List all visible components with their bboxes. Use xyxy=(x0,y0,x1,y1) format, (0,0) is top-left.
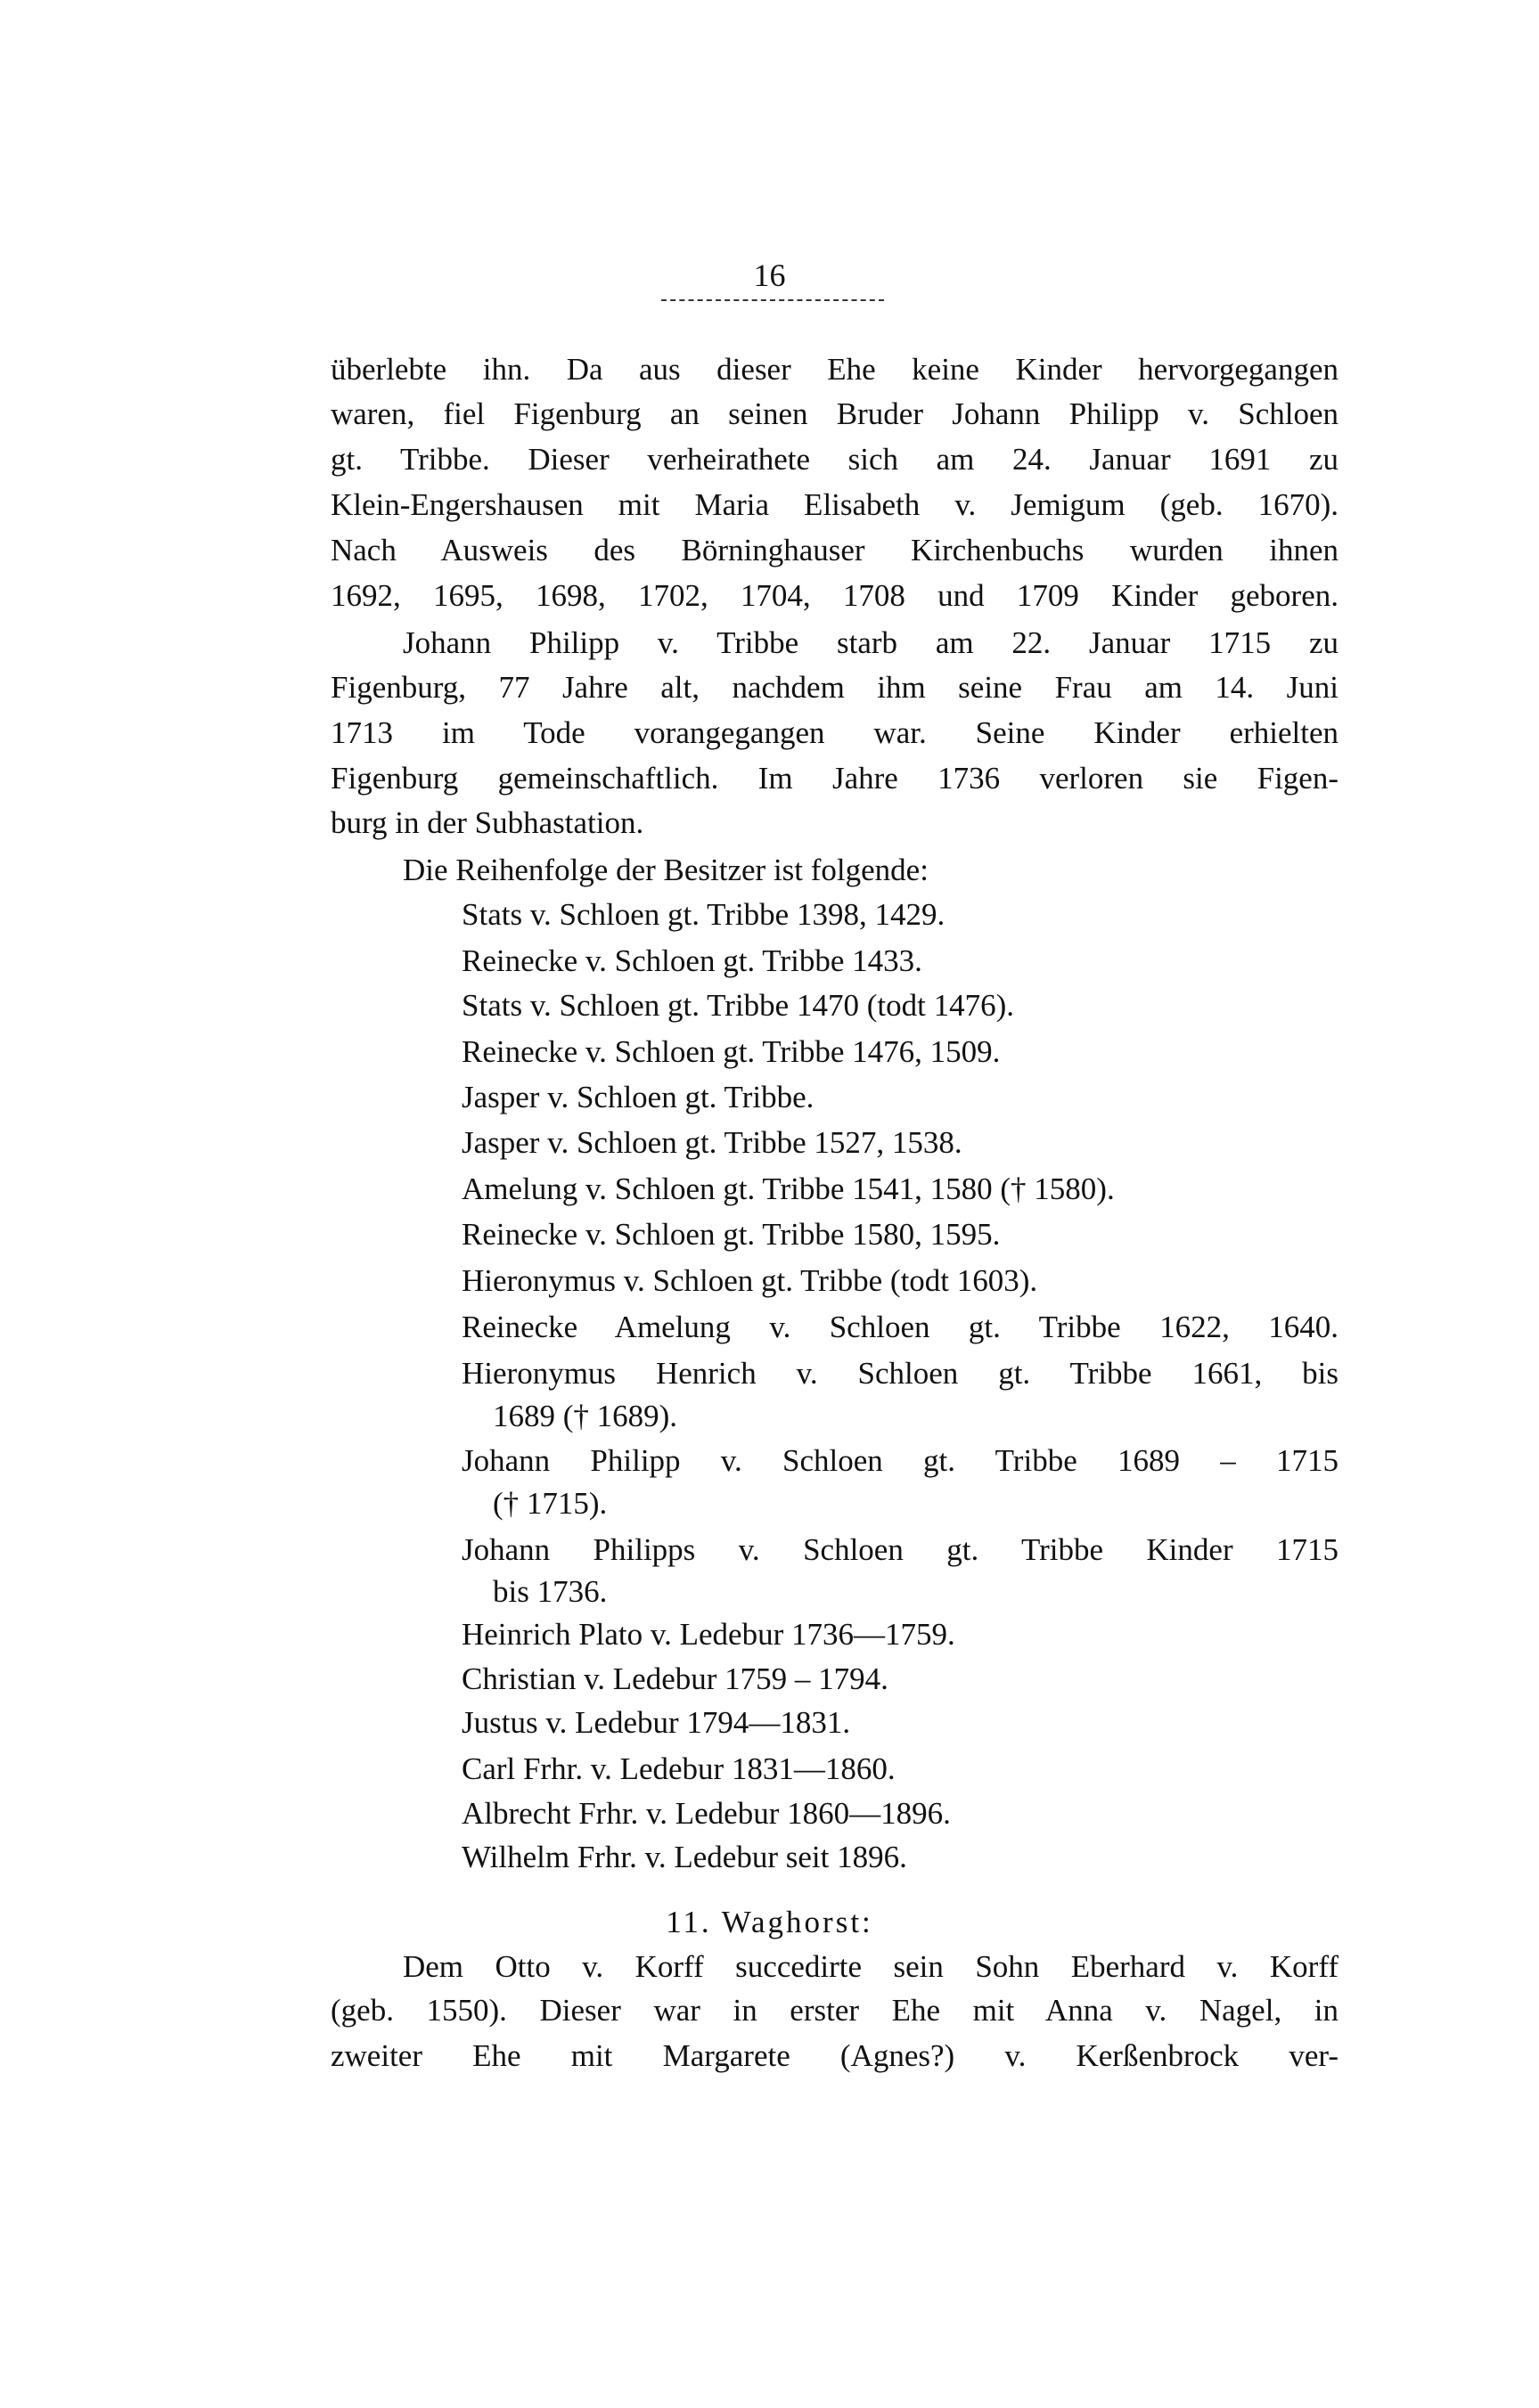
text-line: Johann Philipp v. Tribbe starb am 22. Januar 1715 zu xyxy=(403,625,1338,660)
list-item-line: Hieronymus Henrich v. Schloen gt. Tribbe 1661, bis xyxy=(462,1356,1338,1391)
list-item-line: Albrecht Frhr. v. Ledebur 1860—1896. xyxy=(462,1796,951,1831)
text-line: 1692, 1695, 1698, 1702, 1704, 1708 und 1709 Kinder geboren. xyxy=(331,578,1338,613)
text-line: Figenburg, 77 Jahre alt, nachdem ihm seine Frau am 14. Juni xyxy=(331,670,1338,705)
page-number-rule xyxy=(661,299,884,301)
list-item-line: Reinecke v. Schloen gt. Tribbe 1433. xyxy=(462,943,922,978)
text-line: Klein-Engershausen mit Maria Elisabeth v. Jemigum (geb. 1670). xyxy=(331,487,1338,522)
list-item-line: Christian v. Ledebur 1759 – 1794. xyxy=(462,1661,888,1696)
list-item-line: Johann Philipp v. Schloen gt. Tribbe 1689 – 1715 xyxy=(462,1443,1338,1478)
list-item-line: Heinrich Plato v. Ledebur 1736—1759. xyxy=(462,1617,955,1652)
list-item-line: Carl Frhr. v. Ledebur 1831—1860. xyxy=(462,1751,896,1786)
list-item-line: bis 1736. xyxy=(493,1574,608,1609)
page-number: 16 xyxy=(753,257,786,293)
text-line: (geb. 1550). Dieser war in erster Ehe mit Anna v. Nagel, in xyxy=(331,1993,1338,2028)
list-item-line: Amelung v. Schloen gt. Tribbe 1541, 1580 († 1580). xyxy=(462,1171,1115,1206)
text-line: Figenburg gemeinschaftlich. Im Jahre 1736 verloren sie Figen- xyxy=(331,761,1338,796)
text-line: überlebte ihn. Da aus dieser Ehe keine Kinder hervorgegangen xyxy=(331,352,1338,387)
text-line: zweiter Ehe mit Margarete (Agnes?) v. Kerßenbrock ver- xyxy=(331,2038,1338,2073)
list-item-line: Justus v. Ledebur 1794—1831. xyxy=(462,1705,851,1740)
list-item-line: Reinecke v. Schloen gt. Tribbe 1580, 1595. xyxy=(462,1217,1001,1252)
list-item-line: Johann Philipps v. Schloen gt. Tribbe Kinder 1715 xyxy=(462,1532,1338,1567)
text-line: Dem Otto v. Korff succedirte sein Sohn Eberhard v. Korff xyxy=(403,1949,1338,1984)
text-line: Nach Ausweis des Börninghauser Kirchenbuchs wurden ihnen xyxy=(331,533,1338,567)
text-line: burg in der Subhastation. xyxy=(331,805,644,840)
text-line: 1713 im Tode vorangegangen war. Seine Kinder erhielten xyxy=(331,715,1338,750)
list-item-line: Jasper v. Schloen gt. Tribbe. xyxy=(462,1080,815,1114)
list-item-line: 1689 († 1689). xyxy=(493,1399,678,1433)
list-item-line: Stats v. Schloen gt. Tribbe 1470 (todt 1476). xyxy=(462,988,1014,1023)
list-item-line: Wilhelm Frhr. v. Ledebur seit 1896. xyxy=(462,1840,907,1874)
list-item-line: Hieronymus v. Schloen gt. Tribbe (todt 1603). xyxy=(462,1263,1038,1298)
list-item-line: († 1715). xyxy=(493,1486,608,1521)
text-line: Die Reihenfolge der Besitzer ist folgende: xyxy=(403,853,929,887)
list-item-line: Reinecke v. Schloen gt. Tribbe 1476, 1509. xyxy=(462,1034,1001,1069)
list-item-line: Jasper v. Schloen gt. Tribbe 1527, 1538. xyxy=(462,1125,962,1160)
text-line: gt. Tribbe. Dieser verheirathete sich am 24. Januar 1691 zu xyxy=(331,442,1338,477)
list-item-line: Reinecke Amelung v. Schloen gt. Tribbe 1622, 1640. xyxy=(462,1310,1338,1344)
list-item-line: Stats v. Schloen gt. Tribbe 1398, 1429. xyxy=(462,897,946,932)
section-heading: 11. Waghorst: xyxy=(666,1905,873,1939)
text-line: waren, fiel Figenburg an seinen Bruder Johann Philipp v. Schloen xyxy=(331,396,1338,431)
